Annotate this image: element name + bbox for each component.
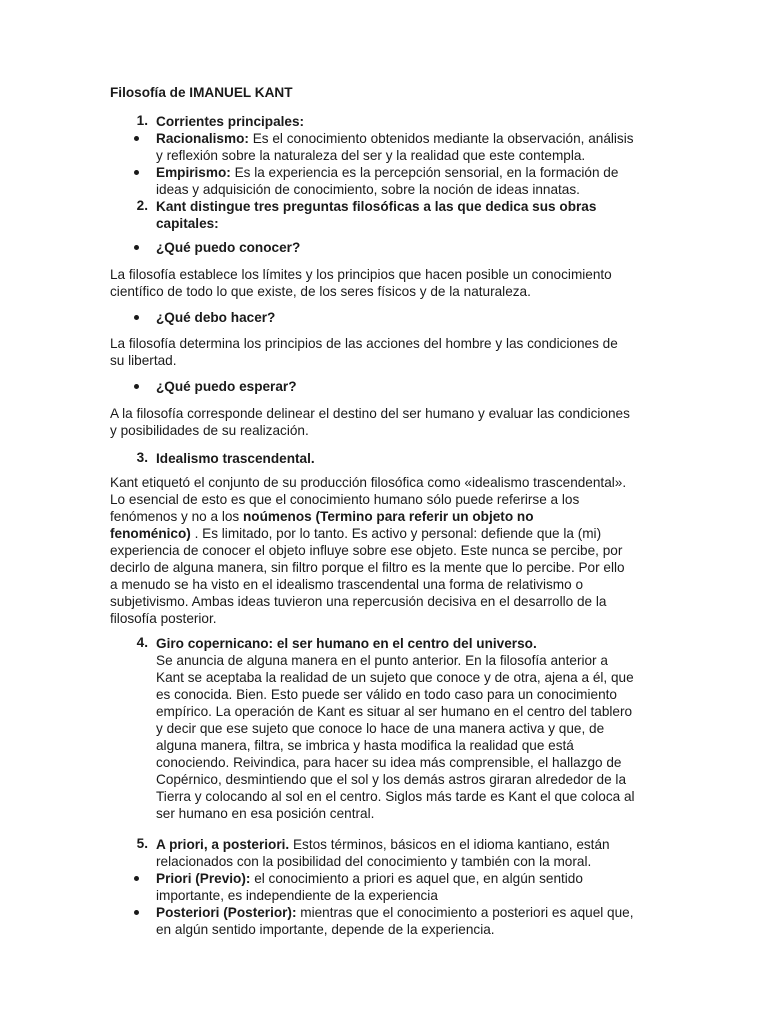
paragraph-line: A la filosofía corresponde delinear el destino del ser humano y evaluar las condiciones	[110, 406, 630, 421]
paragraph-line: Copérnico, desmintiendo que el sol y los demás astros giraran alrededor de la	[156, 772, 626, 787]
definition-text: el conocimiento a priori es aquel que, en algún sentido	[250, 871, 583, 886]
paragraph-line: científico de todo lo que existe, de los seres físicos y de la naturaleza.	[110, 284, 531, 299]
paragraph-line: es conocida. Bien. Esto puede ser válido en todo caso para un conocimiento	[156, 687, 617, 702]
paragraph-line: filosofía posterior.	[110, 611, 217, 626]
list-item-racionalismo	[156, 130, 634, 147]
section-heading: Idealismo trascendental.	[156, 451, 315, 466]
question-heading: ¿Qué puedo esperar?	[156, 379, 297, 394]
paragraph-line: y posibilidades de su realización.	[110, 423, 309, 438]
paragraph-line	[110, 508, 534, 525]
section-heading-line	[156, 836, 610, 853]
paragraph-line: La filosofía establece los límites y los principios que hacen posible un conocimiento	[110, 267, 612, 282]
paragraph-line	[110, 525, 601, 542]
paragraph-line: alguna manera, filtra, se imbrica y hasta modifica la realidad que está	[156, 738, 574, 753]
term-label: Racionalismo:	[156, 131, 249, 146]
question-heading: ¿Qué debo hacer?	[156, 310, 276, 325]
question-heading: ¿Qué puedo conocer?	[156, 240, 301, 255]
paragraph-line: su libertad.	[110, 353, 177, 368]
paragraph-line: a menudo se ha visto en el idealismo trascendental una forma de relativismo o	[110, 577, 584, 592]
definition-text: en algún sentido importante, depende de la experiencia.	[156, 922, 495, 937]
paragraph-line: decirlo de alguna manera, sin filtro porque el filtro es la mente que lo percibe. Por ello	[110, 560, 625, 575]
bullet-icon	[134, 245, 139, 250]
term-label: Priori (Previo):	[156, 871, 251, 886]
bullet-icon	[134, 136, 139, 141]
section-heading: A priori, a posteriori.	[156, 837, 290, 852]
list-item-posteriori	[156, 904, 634, 921]
document-title: Filosofía de IMANUEL KANT	[110, 85, 293, 100]
paragraph-line: La filosofía determina los principios de las acciones del hombre y las condiciones de	[110, 336, 618, 351]
term-label: Empirismo:	[156, 165, 231, 180]
paragraph-line: ser humano en esa posición central.	[156, 806, 375, 821]
paragraph-line: Lo esencial de esto es que el conocimiento humano sólo puede referirse a los	[110, 492, 580, 507]
bullet-icon	[134, 384, 139, 389]
emphasis-text: noúmenos (Termino para referir un objeto no	[243, 509, 534, 524]
bullet-icon	[134, 876, 139, 881]
paragraph-line: Kant se aceptaba la realidad de un sujeto que conoce y de otra, ajena a él, que	[156, 670, 634, 685]
section-heading: Corrientes principales:	[156, 114, 305, 129]
bullet-icon	[134, 170, 139, 175]
section-number: 3.	[136, 450, 148, 465]
definition-text: y reflexión sobre la naturaleza del ser y la realidad que este contempla.	[156, 148, 586, 163]
definition-text: importante, es independiente de la experiencia	[156, 888, 438, 903]
paragraph-line: y decir que ese sujeto que conoce lo hace de una manera activa y que, de	[156, 721, 605, 736]
section-number: 2.	[136, 198, 148, 213]
definition-text: Es la experiencia es la percepción sensorial, en la formación de	[234, 165, 619, 180]
paragraph-line: subjetivismo. Ambas ideas tuvieron una repercusión decisiva en el desarrollo de la	[110, 594, 607, 609]
bullet-icon	[134, 315, 139, 320]
term-label: Posteriori (Posterior):	[156, 905, 297, 920]
paragraph-line: Kant etiquetó el conjunto de su producción filosófica como «idealismo trascendental».	[110, 475, 627, 490]
paragraph-line: conociendo. Reivindica, para hacer su idea más comprensible, el hallazgo de	[156, 755, 622, 770]
paragraph-text: . Es limitado, por lo tanto. Es activo y personal: defiende que la (mi)	[190, 526, 602, 541]
section-heading: Kant distingue tres preguntas filosóficas a las que dedica sus obras	[156, 199, 597, 214]
paragraph-line: empírico. La operación de Kant es situar al ser humano en el centro del tablero	[156, 704, 633, 719]
paragraph-line: relacionados con la posibilidad del conocimiento y también con la moral.	[156, 854, 592, 869]
section-number: 4.	[136, 635, 148, 650]
paragraph-text: Estos términos, básicos en el idioma kantiano, están	[289, 837, 610, 852]
section-number: 5.	[136, 836, 148, 851]
list-item-priori	[156, 870, 583, 887]
paragraph-line: Se anuncia de alguna manera en el punto anterior. En la filosofía anterior a	[156, 653, 608, 668]
definition-text: ideas y adquisición de conocimiento, sobre la noción de ideas innatas.	[156, 182, 580, 197]
definition-text: mientras que el conocimiento a posteriori es aquel que,	[296, 905, 634, 920]
bullet-icon	[134, 910, 139, 915]
paragraph-line: experiencia de conocer el objeto influye sobre ese objeto. Este nunca se percibe, por	[110, 543, 623, 558]
section-number: 1.	[136, 113, 148, 128]
section-heading: capitales:	[156, 216, 219, 231]
list-item-empirismo	[156, 164, 618, 181]
section-heading: Giro copernicano: el ser humano en el centro del universo.	[156, 636, 537, 651]
paragraph-text: fenómenos y no a los	[110, 509, 243, 524]
emphasis-text: fenoménico)	[110, 526, 191, 541]
paragraph-line: Tierra y colocando al sol en el centro. Siglos más tarde es Kant el que coloca al	[156, 789, 635, 804]
definition-text: Es el conocimiento obtenidos mediante la observación, análisis	[252, 131, 634, 146]
